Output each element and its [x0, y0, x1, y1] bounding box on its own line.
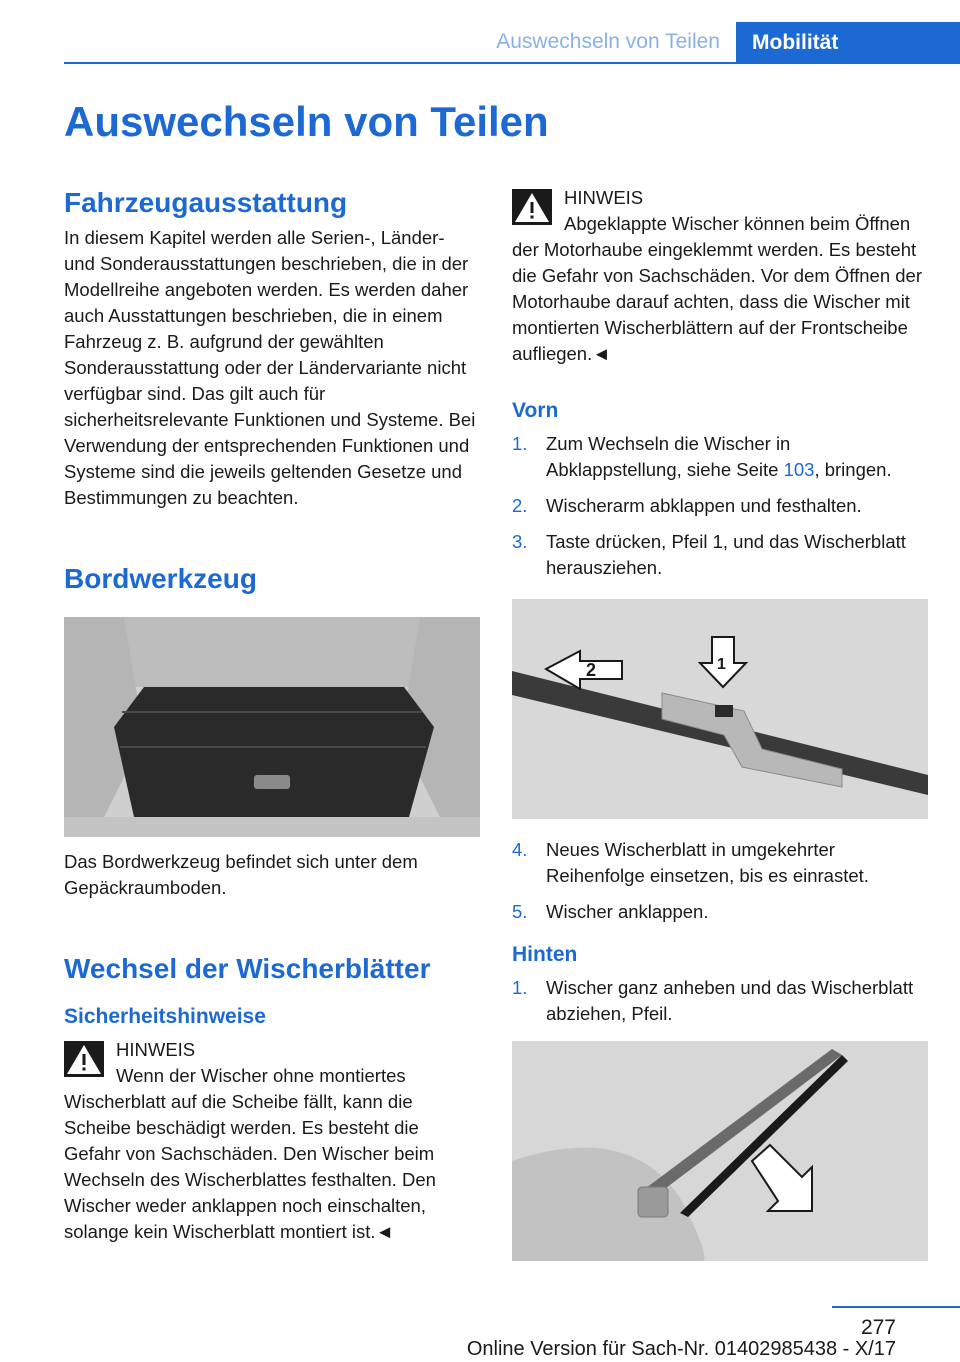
steps-vorn-b	[512, 837, 928, 925]
heading-wischerblaetter: Wechsel der Wischerblätter	[64, 953, 431, 984]
wiper-front-drawing	[512, 599, 928, 819]
footer-rule	[832, 1306, 960, 1308]
page-link[interactable]: 103	[783, 459, 815, 480]
steps-vorn-a	[512, 431, 928, 581]
heading-sicherheitshinweise: Sicherheitshinweise	[64, 1005, 266, 1028]
step-number: 1.	[512, 433, 528, 454]
warning-triangle-icon	[512, 189, 552, 225]
left-column	[64, 185, 480, 1245]
step-number: 4.	[512, 839, 528, 860]
callout-1: 1	[717, 656, 726, 673]
step-vorn-1	[512, 431, 928, 483]
step-text: Wischer ganz anheben und das Wischerblatt abziehen, Pfeil.	[546, 977, 914, 1024]
step-vorn-4	[512, 837, 928, 889]
step-number: 5.	[512, 901, 528, 922]
paragraph-fahrzeugausstattung: In diesem Kapitel werden alle Serien-, Länder- und Sonderausstattungen beschrieben, die in der Modellreihe angeboten werden. Es werden daher auch Ausstattungen beschrieben, die in einem Fahrzeug z. B. aufgrund der gewählten Sonderausstattung oder der Ländervariante nicht verfügbar sind. Das gilt auch für sicherheitsrelevante Funktionen und Systeme. Bei Verwendung der entsprechenden Funktionen und Systeme sind die jeweils geltenden Gesetze und Bestimmungen zu beachten.	[64, 227, 476, 508]
step-vorn-5	[512, 899, 928, 925]
step-number: 1.	[512, 977, 528, 998]
step-vorn-3	[512, 529, 928, 581]
footer-text: Online Version für Sach-Nr. 01402985438 - X/17	[466, 1338, 896, 1360]
step-number: 2.	[512, 495, 528, 516]
heading-fahrzeugausstattung: Fahrzeugausstattung	[64, 187, 348, 218]
header-rule	[64, 62, 960, 64]
header-tab: Mobilität	[736, 22, 960, 64]
heading-hinten: Hinten	[512, 943, 578, 966]
step-text: Taste drücken, Pfeil 1, und das Wischerblatt herausziehen.	[546, 531, 906, 578]
step-text: Neues Wischerblatt in umgekehrter Reihenfolge einsetzen, bis es einrastet.	[546, 839, 869, 886]
trunk-photo	[64, 617, 480, 837]
right-column	[512, 185, 928, 1261]
step-text: Zum Wechseln die Wischer in Abklappstellung, siehe Seite	[546, 433, 791, 480]
step-text: , bringen.	[814, 459, 892, 480]
trunk-illustration	[64, 617, 480, 837]
step-hinten-1	[512, 975, 928, 1027]
warning-triangle-icon	[64, 1041, 104, 1077]
warning-box-right	[512, 185, 928, 367]
wiper-rear-illustration	[512, 1041, 928, 1261]
warning-text-right: Abgeklappte Wischer können beim Öffnen der Motorhaube eingeklemmt werden. Es besteht die Gefahr von Sachschäden. Vor dem Öffnen der Motorhaube darauf achten, dass die Wischer mit montierten Wischerblättern auf der Frontscheibe aufliegen.◄	[512, 213, 922, 364]
page-number: 277	[860, 1316, 896, 1339]
heading-vorn: Vorn	[512, 399, 559, 422]
wiper-front-illustration	[512, 599, 928, 819]
heading-bordwerkzeug: Bordwerkzeug	[64, 563, 257, 594]
warning-box-left	[64, 1037, 480, 1245]
warning-text-left: Wenn der Wischer ohne montiertes Wischerblatt auf die Scheibe fällt, kann die Scheibe beschädigt werden. Es besteht die Gefahr von Sachschäden. Den Wischer beim Wechseln des Wischerblattes festhalten. Den Wischer weder anklappen noch einschalten, solange kein Wischerblatt montiert ist.◄	[64, 1065, 436, 1242]
wiper-rear-drawing	[512, 1041, 928, 1261]
warning-label-left: HINWEIS	[116, 1039, 196, 1060]
steps-hinten	[512, 975, 928, 1027]
callout-2: 2	[586, 660, 597, 680]
header-breadcrumb: Auswechseln von Teilen	[496, 30, 720, 53]
step-vorn-2	[512, 493, 928, 519]
step-text: Wischerarm abklappen und festhalten.	[546, 495, 862, 516]
step-text: Wischer anklappen.	[546, 901, 709, 922]
warning-label-right: HINWEIS	[564, 187, 644, 208]
step-number: 3.	[512, 531, 528, 552]
page-title: Auswechseln von Teilen	[64, 98, 549, 145]
caption-bordwerkzeug: Das Bordwerkzeug befindet sich unter dem Gepäckraumboden.	[64, 851, 418, 898]
